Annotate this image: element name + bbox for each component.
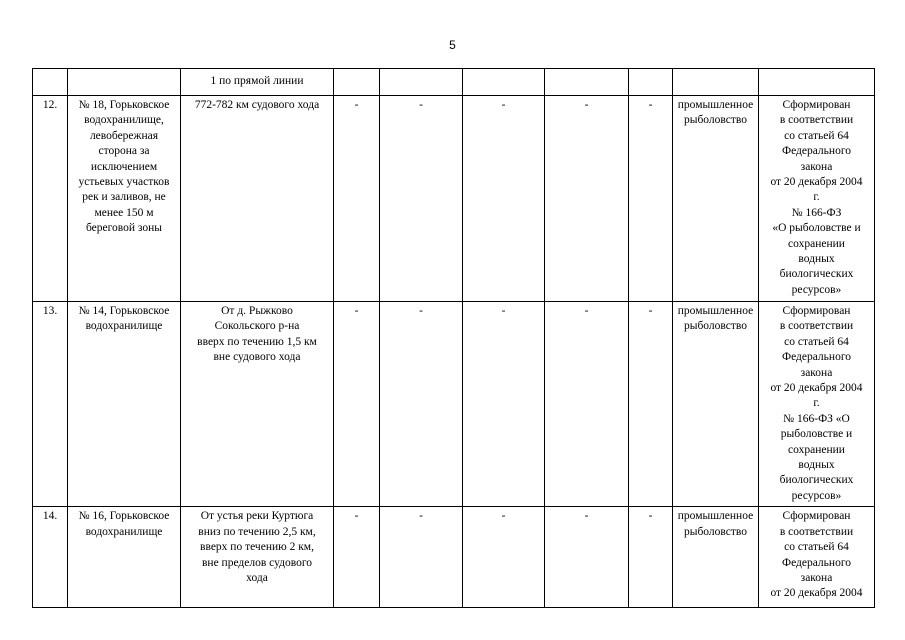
table-row	[33, 302, 875, 507]
fishing-areas-table	[32, 68, 875, 608]
table-row	[33, 96, 875, 302]
cell-location: 1 по прямой линии	[181, 69, 334, 96]
cell-dash: -	[380, 507, 463, 608]
cell-area	[68, 69, 181, 96]
cell-note: Сформирован в соответствии со статьей 64 Федерального закона от 20 декабря 2004 г. № 166-ФЗ «О рыболовстве и сохранении водных биологических ресурсов»	[759, 96, 875, 302]
cell-empty	[463, 69, 545, 96]
cell-num: 14.	[33, 507, 68, 608]
cell-empty	[380, 69, 463, 96]
table-row	[33, 507, 875, 608]
cell-area: № 14, Горьковское водохранилище	[68, 302, 181, 507]
cell-note: Сформирован в соответствии со статьей 64 Федерального закона от 20 декабря 2004	[759, 507, 875, 608]
cell-dash: -	[380, 302, 463, 507]
cell-activity: промышленное рыболовство	[673, 507, 759, 608]
cell-empty	[545, 69, 629, 96]
cell-location: 772-782 км судового хода	[181, 96, 334, 302]
cell-dash: -	[629, 302, 673, 507]
cell-activity: промышленное рыболовство	[673, 302, 759, 507]
cell-dash: -	[629, 96, 673, 302]
cell-dash: -	[463, 507, 545, 608]
cell-activity: промышленное рыболовство	[673, 96, 759, 302]
cell-num: 12.	[33, 96, 68, 302]
cell-dash: -	[463, 302, 545, 507]
cell-area: № 18, Горьковское водохранилище, левобережная сторона за исключением устьевых участков рек и заливов, не менее 150 м береговой зоны	[68, 96, 181, 302]
cell-location: От д. Рыжково Сокольского р-на вверх по течению 1,5 км вне судового хода	[181, 302, 334, 507]
cell-dash: -	[334, 302, 380, 507]
cell-empty	[673, 69, 759, 96]
cell-empty	[629, 69, 673, 96]
cell-area: № 16, Горьковское водохранилище	[68, 507, 181, 608]
cell-dash: -	[545, 96, 629, 302]
cell-num	[33, 69, 68, 96]
cell-location: От устья реки Куртюга вниз по течению 2,5 км, вверх по течению 2 км, вне пределов судового хода	[181, 507, 334, 608]
cell-dash: -	[629, 507, 673, 608]
cell-dash: -	[463, 96, 545, 302]
table-row-continuation	[33, 69, 875, 96]
cell-dash: -	[334, 507, 380, 608]
cell-dash: -	[334, 96, 380, 302]
cell-empty	[334, 69, 380, 96]
cell-empty	[759, 69, 875, 96]
cell-dash: -	[545, 507, 629, 608]
cell-dash: -	[545, 302, 629, 507]
cell-num: 13.	[33, 302, 68, 507]
cell-dash: -	[380, 96, 463, 302]
page-number: 5	[449, 38, 456, 52]
cell-note: Сформирован в соответствии со статьей 64 Федерального закона от 20 декабря 2004 г. № 166-ФЗ «О рыболовстве и сохранении водных биологических ресурсов»	[759, 302, 875, 507]
